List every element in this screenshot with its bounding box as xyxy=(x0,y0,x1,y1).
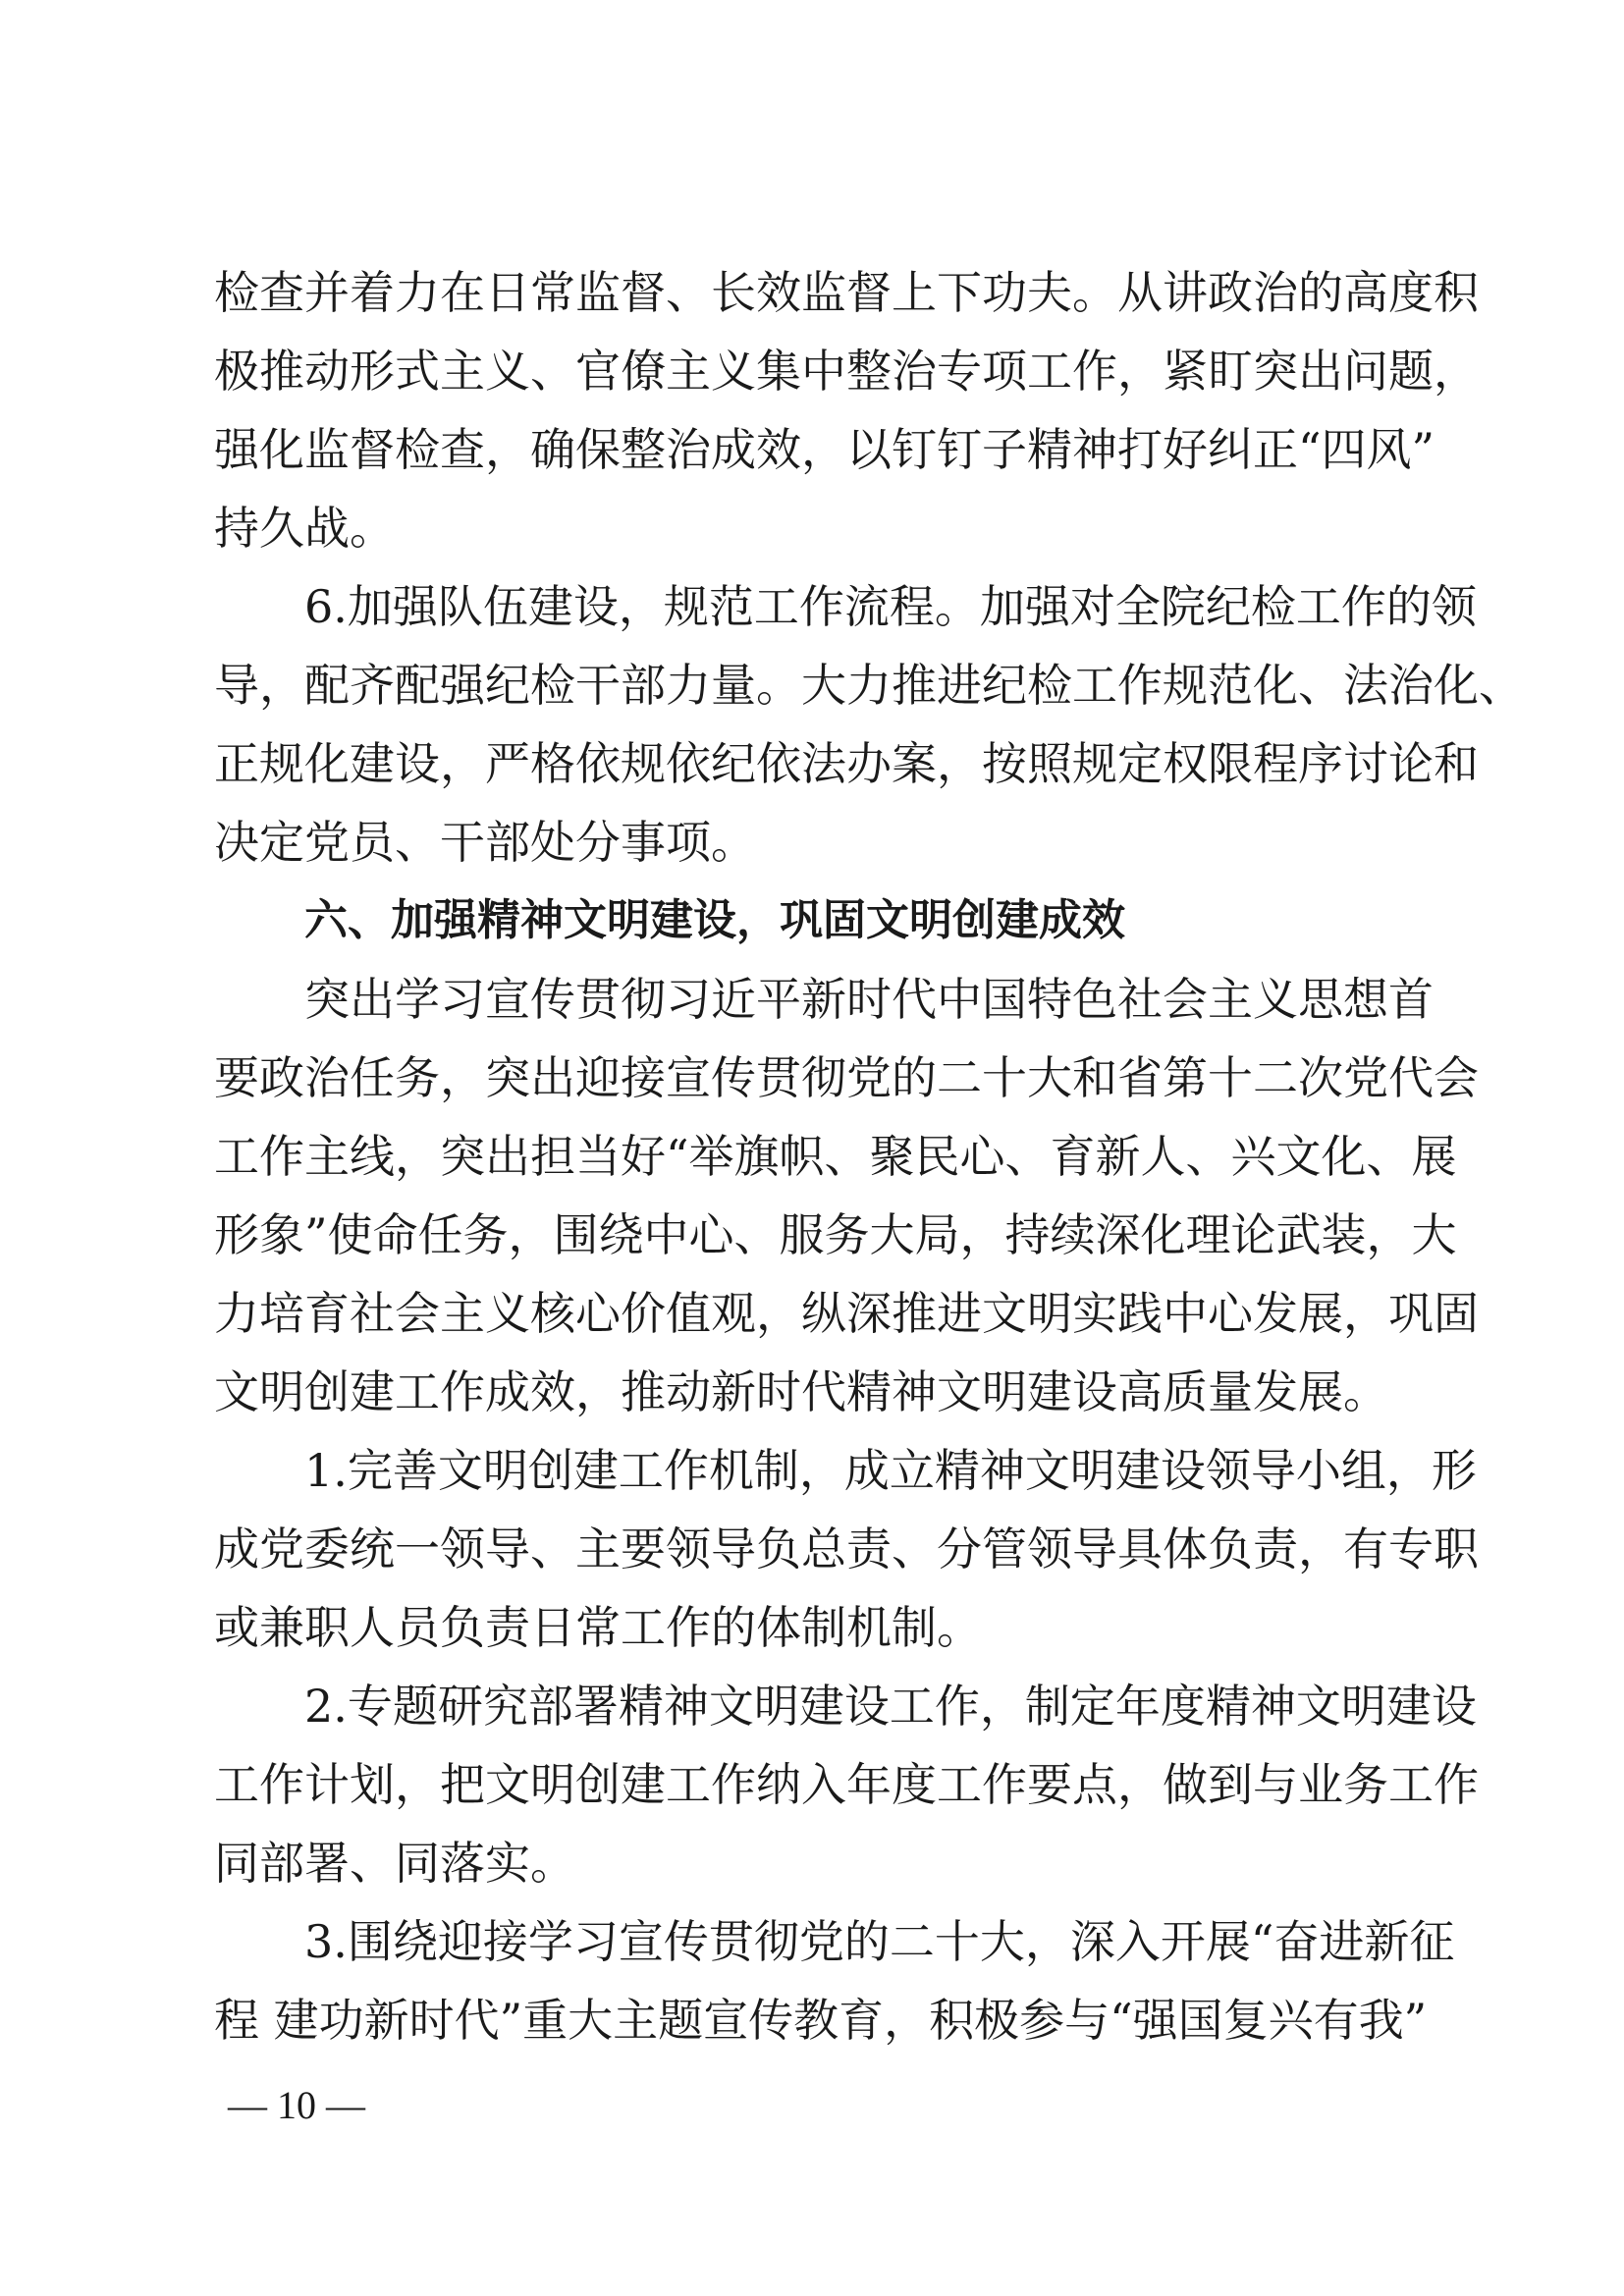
section-heading: 六、加强精神文明建设，巩固文明创建成效 xyxy=(304,895,1125,945)
text-line: 正规化建设，严格依规依纪依法办案，按照规定权限程序讨论和 xyxy=(214,737,1479,790)
document-body xyxy=(214,253,1524,2059)
page-number: — 10 — xyxy=(228,2083,365,2127)
text-line: 文明创建工作成效，推动新时代精神文明建设高质量发展。 xyxy=(214,1365,1388,1418)
text-line: 同部署、同落实。 xyxy=(214,1837,575,1890)
text-line: 2.专题研究部署精神文明建设工作，制定年度精神文明建设 xyxy=(304,1680,1477,1733)
text-line: 工作主线，突出担当好“举旗帜、聚民心、育新人、兴文化、展 xyxy=(214,1130,1457,1183)
text-line: 力培育社会主义核心价值观，纵深推进文明实践中心发展，巩固 xyxy=(214,1287,1479,1340)
text-line: 6.加强队伍建设，规范工作流程。加强对全院纪检工作的领 xyxy=(304,580,1477,633)
text-line: 3.围绕迎接学习宣传贯彻党的二十大，深入开展“奋进新征 xyxy=(304,1915,1455,1968)
text-line: 成党委统一领导、主要领导负总责、分管领导具体负责，有专职 xyxy=(214,1522,1479,1575)
text-line: 程 建功新时代”重大主题宣传教育，积极参与“强国复兴有我” xyxy=(214,1994,1428,2047)
text-line: 极推动形式主义、官僚主义集中整治专项工作，紧盯突出问题， xyxy=(214,345,1479,398)
text-line: 持久战。 xyxy=(214,502,395,555)
text-line: 要政治任务，突出迎接宣传贯彻党的二十大和省第十二次党代会 xyxy=(214,1051,1479,1104)
text-line: 形象”使命任务，围绕中心、服务大局，持续深化理论武装，大 xyxy=(214,1208,1457,1261)
text-line: 1.完善文明创建工作机制，成立精神文明建设领导小组，形 xyxy=(304,1444,1477,1497)
text-line: 检查并着力在日常监督、长效监督上下功夫。从讲政治的高度积 xyxy=(214,266,1479,319)
text-line: 决定党员、干部处分事项。 xyxy=(214,816,756,869)
text-line: 工作计划，把文明创建工作纳入年度工作要点，做到与业务工作 xyxy=(214,1758,1479,1811)
text-line: 突出学习宣传贯彻习近平新时代中国特色社会主义思想首 xyxy=(304,973,1434,1026)
text-line: 导，配齐配强纪检干部力量。大力推进纪检工作规范化、法治化、 xyxy=(214,659,1524,712)
text-line: 或兼职人员负责日常工作的体制机制。 xyxy=(214,1601,982,1654)
text-line: 强化监督检查，确保整治成效，以钉钉子精神打好纠正“四风” xyxy=(214,423,1435,476)
